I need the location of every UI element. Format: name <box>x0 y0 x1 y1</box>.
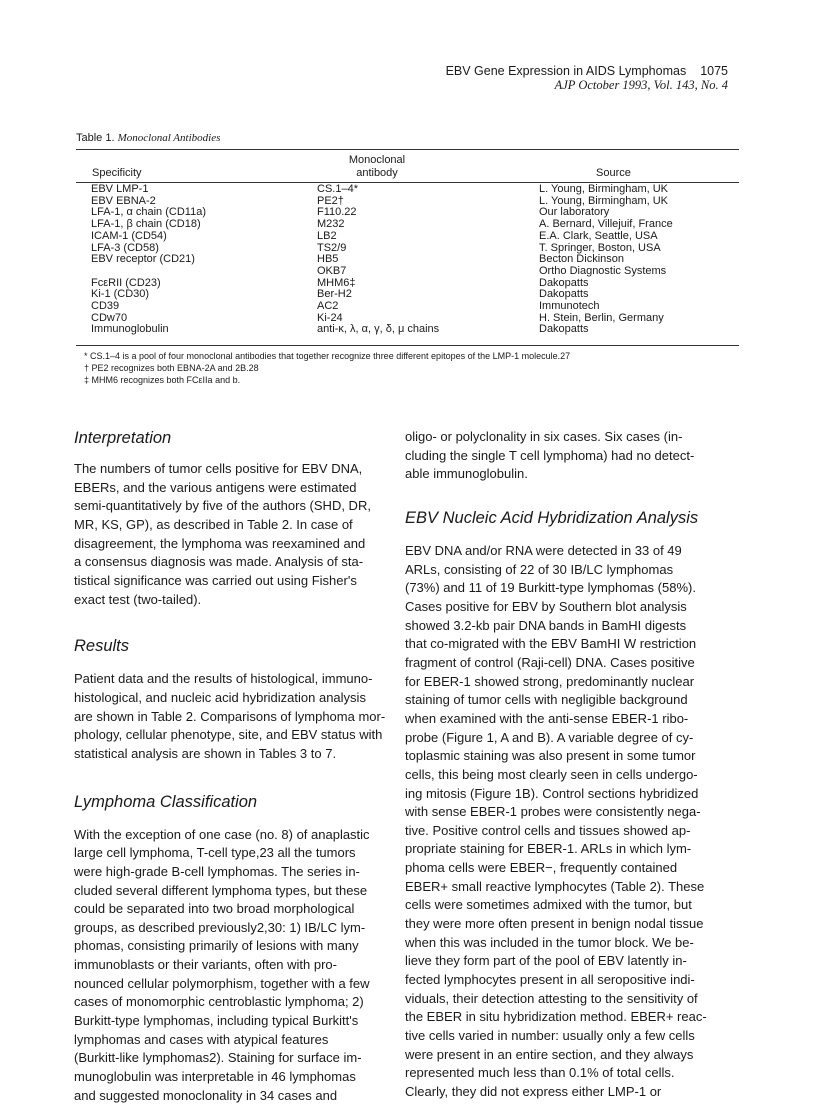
text-line: phomas, consisting primarily of lesions with many <box>74 938 359 954</box>
cell-source: L. Young, Birmingham, UK <box>539 194 669 207</box>
text-line: represented much less than 0.1% of total cells. <box>405 1065 675 1081</box>
text-line: (73%) and 11 of 19 Burkitt-type lymphomas (58%). <box>405 580 696 596</box>
cell-antibody: TS2/9 <box>317 241 347 254</box>
text-line: EBERs, and the various antigens were estimated <box>74 479 357 495</box>
text-line: cluding the single T cell lymphoma) had no detect- <box>405 447 695 463</box>
table-footnote: ‡ MHM6 recognizes both FCεIIa and b. <box>84 375 241 385</box>
text-line: toplasmic staining was also present in some tumor <box>405 748 696 764</box>
text-line: lieve they form part of the pool of EBV latently in- <box>405 953 687 969</box>
cell-source: H. Stein, Berlin, Germany <box>539 311 664 324</box>
table-row <box>76 278 739 290</box>
cell-antibody: OKB7 <box>317 264 347 277</box>
cell-source: A. Bernard, Villejuif, France <box>539 218 673 231</box>
interpretation-paragraph <box>74 460 414 609</box>
cell-antibody: Ki-24 <box>317 311 343 324</box>
cell-antibody: LB2 <box>317 229 337 242</box>
cell-specificity <box>76 266 317 278</box>
text-line: munoglobulin was interpretable in 46 lymphomas <box>74 1069 356 1085</box>
text-line: they were more often present in benign nodal tissue <box>405 916 704 932</box>
text-line: MR, KS, GP), as described in Table 2. In case of <box>74 516 353 532</box>
page-number: 1075 <box>700 64 728 78</box>
text-line: a consensus diagnosis was made. Analysis of sta- <box>74 554 364 570</box>
text-line: probe (Figure 1, A and B). A variable degree of cy- <box>405 729 694 745</box>
section-heading-interpretation: Interpretation <box>74 429 172 447</box>
cell-antibody: MHM6‡ <box>317 276 356 289</box>
table-row <box>76 324 739 336</box>
cell-source: Dakopatts <box>539 323 589 336</box>
text-line: are shown in Table 2. Comparisons of lymphoma mor- <box>74 708 386 724</box>
text-line: Burkitt-type lymphomas, including typical Burkitt's <box>74 1013 359 1029</box>
left-column <box>74 428 414 1105</box>
text-line: immunoblasts or their variants, often with pro- <box>74 957 337 973</box>
cell-specificity: Immunoglobulin <box>91 323 169 336</box>
cell-specificity: LFA-3 (CD58) <box>91 241 159 254</box>
text-line: tive. Positive control cells and tissues showed ap- <box>405 822 691 838</box>
text-line: statistical analysis are shown in Tables 3 to 7. <box>74 745 337 761</box>
text-line: histological, and nucleic acid hybridization analysis <box>74 689 366 705</box>
text-line: phoma cells were EBER−, frequently contained <box>405 860 678 876</box>
text-line: staining of tumor cells with negligible background <box>405 692 688 708</box>
cell-antibody: AC2 <box>317 300 339 313</box>
table-footnote: † PE2 recognizes both EBNA-2A and 2B.28 <box>84 363 259 373</box>
text-line: exact test (two-tailed). <box>74 591 202 607</box>
cell-specificity: LFA-1, β chain (CD18) <box>91 218 201 231</box>
cell-specificity: EBV LMP-1 <box>91 183 149 195</box>
table-row <box>76 231 739 243</box>
text-line: ing mitosis (Figure 1B). Control sections hybridized <box>405 785 699 801</box>
results-paragraph <box>74 670 414 763</box>
cell-antibody: PE2† <box>317 194 344 207</box>
text-line: (Burkitt-like lymphomas2). Staining for surface im- <box>74 1050 362 1066</box>
cell-specificity: EBV receptor (CD21) <box>91 253 195 266</box>
table-title: Monoclonal Antibodies <box>117 132 221 144</box>
cell-source: Our laboratory <box>539 206 610 219</box>
col-header-antibody: Monoclonal antibody <box>348 154 406 179</box>
cell-specificity: CDw70 <box>91 311 128 324</box>
text-line: able immunoglobulin. <box>405 466 528 482</box>
cell-antibody: Ber-H2 <box>317 288 352 301</box>
cell-specificity: CD39 <box>91 300 120 313</box>
text-line: fragment of control (Raji-cell) DNA. Cases positive <box>405 654 695 670</box>
classification-paragraph <box>74 826 414 1106</box>
cell-antibody: HB5 <box>317 253 339 266</box>
text-line: Cases positive for EBV by Southern blot analysis <box>405 598 687 614</box>
text-line: with sense EBER-1 probes were consistently nega- <box>405 804 701 820</box>
cell-source: Dakopatts <box>539 288 589 301</box>
cell-antibody: CS.1–4* <box>317 183 358 195</box>
antibody-table <box>76 184 739 336</box>
ebv-paragraph <box>405 542 745 1102</box>
text-line: groups, as described previously2,30: 1) IB/LC lym- <box>74 919 366 935</box>
text-line: disagreement, the lymphoma was reexamined and <box>74 535 366 551</box>
cell-antibody: anti-κ, λ, α, γ, δ, μ chains <box>317 323 440 336</box>
table-bottom-rule <box>76 345 739 346</box>
text-line: tistical significance was carried out using Fisher's <box>74 572 357 588</box>
cell-specificity: Ki-1 (CD30) <box>91 288 150 301</box>
cell-source: Becton Dickinson <box>539 253 624 266</box>
text-line: that co-migrated with the EBV BamHI W restriction <box>405 636 697 652</box>
text-line: showed 3.2-kb pair DNA bands in BamHI digests <box>405 617 687 633</box>
section-heading-lymphoma-classification: Lymphoma Classification <box>74 792 258 811</box>
table-footnote: * CS.1–4 is a pool of four monoclonal antibodies that together recognize three different epitopes of the LMP-1 molecule.27 <box>84 351 571 361</box>
text-line: Patient data and the results of histological, immuno- <box>74 671 373 687</box>
text-line: The numbers of tumor cells positive for EBV DNA, <box>74 461 363 476</box>
text-line: lymphomas and cases with atypical features <box>74 1031 329 1047</box>
table-caption <box>76 132 220 144</box>
cell-antibody: M232 <box>317 218 345 231</box>
cell-source: Immunotech <box>539 300 600 313</box>
continued-paragraph <box>405 428 745 484</box>
right-column <box>405 428 745 1102</box>
cell-antibody: F110.22 <box>317 206 357 219</box>
text-line: when examined with the anti-sense EBER-1 ribo- <box>405 710 689 726</box>
running-header <box>446 64 728 78</box>
text-line: cells, this being most clearly seen in cells undergo- <box>405 766 698 782</box>
journal-citation: AJP October 1993, Vol. 143, No. 4 <box>554 78 728 92</box>
text-line: for EBER-1 showed strong, predominantly nuclear <box>405 673 695 689</box>
text-line: EBV DNA and/or RNA were detected in 33 of 49 <box>405 542 682 558</box>
text-line: cells were sometimes admixed with the tumor, but <box>405 897 692 913</box>
cell-specificity: EBV EBNA-2 <box>91 194 156 207</box>
cell-source: Ortho Diagnostic Systems <box>539 264 667 277</box>
table-row <box>76 289 739 301</box>
table-row <box>76 184 739 196</box>
text-line: Clearly, they did not express either LMP-1 or <box>405 1084 662 1099</box>
text-line: cluded several different lymphoma types, but these <box>74 882 368 898</box>
text-line: the EBER in situ hybridization method. EBER+ reac- <box>405 1009 707 1025</box>
text-line: could be separated into two broad morphological <box>74 901 355 917</box>
text-line: With the exception of one case (no. 8) of anaplastic <box>74 826 370 842</box>
table-label: Table 1. <box>76 132 115 144</box>
text-line: large cell lymphoma, T-cell type,23 all the tumors <box>74 845 356 861</box>
text-line: oligo- or polyclonality in six cases. Six cases (in- <box>405 429 683 444</box>
col-header-specificity: Specificity <box>92 167 142 179</box>
text-line: tive cells varied in number: usually only a few cells <box>405 1028 695 1044</box>
cell-source: T. Springer, Boston, USA <box>539 241 661 254</box>
cell-specificity: ICAM-1 (CD54) <box>91 229 167 242</box>
text-line: cases of monomorphic centroblastic lymphoma; 2) <box>74 994 364 1010</box>
table-top-rule <box>76 149 739 150</box>
text-line: were high-grade B-cell lymphomas. The series in- <box>74 863 360 879</box>
text-line: EBER+ small reactive lymphocytes (Table 2). These <box>405 878 705 894</box>
col-header-source: Source <box>596 167 631 179</box>
text-line: phology, cellular phenotype, site, and EBV status with <box>74 727 383 743</box>
table-row <box>76 266 739 278</box>
cell-specificity: FcεRII (CD23) <box>91 276 161 289</box>
text-line: and suggested monoclonality in 34 cases and <box>74 1087 338 1103</box>
cell-source: L. Young, Birmingham, UK <box>539 183 669 195</box>
section-heading-results: Results <box>74 637 130 656</box>
cell-source: E.A. Clark, Seattle, USA <box>539 229 658 242</box>
cell-source: Dakopatts <box>539 276 589 289</box>
cell-specificity: LFA-1, α chain (CD11a) <box>91 206 206 219</box>
running-title: EBV Gene Expression in AIDS Lymphomas <box>445 64 687 78</box>
text-line: were present in an entire section, and they always <box>405 1046 694 1062</box>
text-line: nounced cellular polymorphism, together with a few <box>74 975 370 991</box>
text-line: viduals, their detection attesting to the sensitivity of <box>405 990 698 1006</box>
text-line: when this was included in the tumor block. We be- <box>405 934 694 950</box>
table-row <box>76 301 739 313</box>
text-line: semi-quantitatively by five of the authors (SHD, DR, <box>74 498 371 514</box>
text-line: fected lymphocytes present in all seropositive indi- <box>405 972 695 988</box>
text-line: ARLs, consisting of 22 of 30 IB/LC lymphomas <box>405 561 674 577</box>
text-line: propriate staining for EBER-1. ARLs in which lym- <box>405 841 692 857</box>
section-heading-ebv-hybridization: EBV Nucleic Acid Hybridization Analysis <box>405 508 699 527</box>
